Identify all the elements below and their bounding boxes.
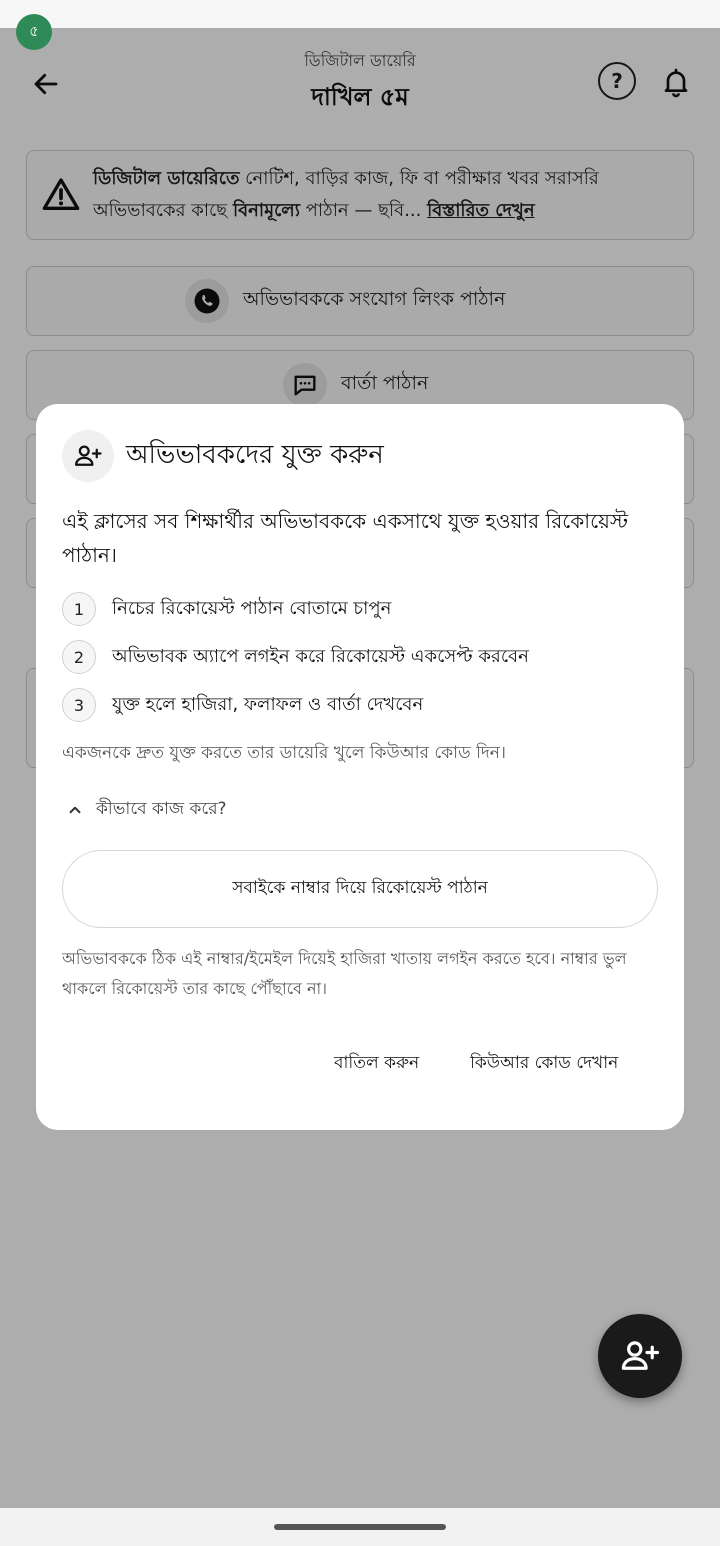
send-request-all-label: সবাইকে নাম্বার দিয়ে রিকোয়েস্ট পাঠান [232, 878, 488, 898]
notice-bold-1: ডিজিটাল ডায়েরিতে [93, 168, 240, 189]
step-text: যুক্ত হলে হাজিরা, ফলাফল ও বার্তা দেখবেন [112, 693, 424, 715]
add-guardians-dialog [36, 404, 684, 1130]
step-item [62, 592, 391, 626]
show-qr-button[interactable]: কিউআর কোড দেখান [470, 1053, 619, 1073]
navigation-bar [0, 1508, 720, 1546]
help-icon: ? [611, 69, 623, 93]
chevron-up-icon [66, 801, 84, 819]
step-number: 1 [62, 592, 96, 626]
qr-tip: একজনকে দ্রুত যুক্ত করতে তার ডায়েরি খুলে কিউআর কোড দিন। [62, 743, 507, 763]
notification-badge: ৫ [16, 14, 52, 50]
send-message-label: বার্তা পাঠান [341, 372, 429, 394]
how-it-works-label: কীভাবে কাজ করে? [96, 799, 227, 819]
page-subtitle: ডিজিটাল ডায়েরি [304, 51, 416, 70]
page-title: দাখিল ৫ম [311, 83, 409, 111]
send-connect-link-label: অভিভাবককে সংযোগ লিংক পাঠান [243, 288, 506, 310]
dialog-description: এই ক্লাসের সব শিক্ষার্থীর অভিভাবককে একসাথে যুক্ত হওয়ার রিকোয়েস্ট পাঠান। [62, 509, 629, 567]
login-warning: অভিভাবককে ঠিক এই নাম্বার/ইমেইল দিয়েই হাজিরা খাতায় লগইন করতে হবে। নাম্বার ভুল থাকলে রিকোয়েস্ট তার কাছে পৌঁছাবে না। [62, 949, 627, 998]
details-link[interactable]: বিস্তারিত দেখুন [427, 200, 535, 221]
add-guardian-fab[interactable] [598, 1314, 682, 1398]
notice-text-2: পাঠান — ছবি... [299, 200, 428, 221]
step-number: 2 [62, 640, 96, 674]
step-text: অভিভাবক অ্যাপে লগইন করে রিকোয়েস্ট একসেপ্ট করবেন [112, 645, 529, 667]
notice-text-1: নোটিশ, বাড়ির কাজ, ফি বা পরীক্ষার খবর সরাসরি অভিভাবকের কাছে [93, 168, 599, 221]
dialog-title: অভিভাবকদের যুক্ত করুন [126, 440, 384, 470]
step-item [62, 688, 423, 722]
cancel-button[interactable]: বাতিল করুন [334, 1053, 420, 1073]
step-number: 3 [62, 688, 96, 722]
send-request-all-button[interactable] [62, 850, 658, 928]
status-bar [0, 0, 720, 28]
person-add-icon [62, 430, 114, 482]
step-text: নিচের রিকোয়েস্ট পাঠান বোতামে চাপুন [112, 597, 392, 619]
notice-bold-2: বিনামূল্যে [232, 200, 300, 221]
home-gesture-handle[interactable] [274, 1524, 446, 1530]
person-add-icon [619, 1335, 661, 1377]
how-it-works-toggle[interactable] [66, 796, 227, 824]
step-item [62, 640, 529, 674]
